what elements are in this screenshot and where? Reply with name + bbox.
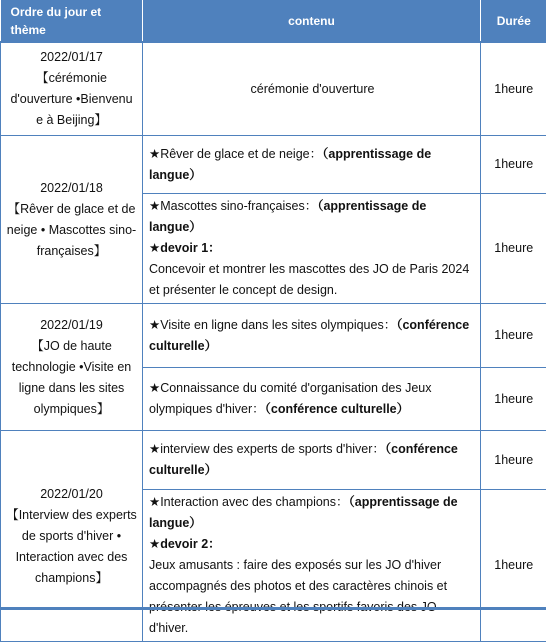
- day3-item2-duration: 1heure: [481, 368, 546, 431]
- day4-task-line4: d'hiver.: [149, 618, 476, 639]
- day4-task-label: ★devoir 2：: [149, 534, 476, 555]
- day2-item2-category: （apprentissage de langue）: [149, 199, 426, 234]
- day1-item1-duration: 1heure: [481, 42, 546, 136]
- day4-item2-content: [143, 490, 481, 642]
- day2-item1-content: [143, 136, 481, 194]
- day4-task-line2: accompagnés des photos et des caractères chinois et: [149, 576, 476, 597]
- day4-item2-category: （apprentissage de langue）: [149, 495, 458, 530]
- day3-item2-category: （conférence culturelle）: [265, 402, 410, 416]
- day2-task-line1: Concevoir et montrer les mascottes des JO de Paris 2024: [149, 259, 476, 280]
- day2-task-label: ★devoir 1：: [149, 238, 476, 259]
- day4-item2-duration: 1heure: [481, 490, 546, 642]
- day3-item1-category: （conférence culturelle）: [149, 318, 469, 353]
- day1-theme: 【cérémonie d'ouverture •Bienvenu e à Beijing】: [6, 68, 137, 131]
- day3-item2-content: [143, 368, 481, 431]
- day2-item2-duration: 1heure: [481, 194, 546, 304]
- table-row: [1, 136, 546, 194]
- day2-item1-duration: 1heure: [481, 136, 546, 194]
- header-row: [1, 0, 546, 42]
- day3-item1-content: [143, 304, 481, 368]
- day4-task-line1: Jeux amusants : faire des exposés sur les JO d'hiver: [149, 555, 476, 576]
- table-row: [1, 304, 546, 368]
- day2-item2-content: [143, 194, 481, 304]
- day3-theme: 【JO de haute technologie •Visite en ligne dans les sites olympiques】: [6, 336, 137, 420]
- day4-item1-category: （conférence culturelle）: [149, 442, 458, 477]
- header-content: contenu: [143, 0, 481, 42]
- day4-item1-text: ★interview des experts de sports d'hiver：: [149, 442, 385, 456]
- day3-item1-duration: 1heure: [481, 304, 546, 368]
- day4-date: 2022/01/20: [6, 484, 137, 505]
- table-row: [1, 42, 546, 136]
- header-duration: Durée: [481, 0, 546, 42]
- day3-date: 2022/01/19: [6, 315, 137, 336]
- day2-date: 2022/01/18: [6, 178, 137, 199]
- header-date-theme: Ordre du jour et thème: [1, 0, 143, 42]
- day1-item1-text: cérémonie d'ouverture: [251, 82, 375, 96]
- day1-date: 2022/01/17: [6, 47, 137, 68]
- day2-item1-text: ★Rêver de glace et de neige：: [149, 147, 322, 161]
- day3-item2-text: ★Connaissance du comité d'organisation des Jeux olympiques d'hiver：: [149, 381, 432, 416]
- day1-item1-content: [143, 42, 481, 136]
- day4-item1-content: [143, 431, 481, 490]
- day4-item1-duration: 1heure: [481, 431, 546, 490]
- day2-item1-category: （apprentissage de langue）: [149, 147, 431, 182]
- day3-date-cell: [1, 304, 143, 431]
- day2-theme: 【Rêver de glace et de neige • Mascottes sino-françaises】: [6, 199, 137, 262]
- table-row: [1, 431, 546, 490]
- day4-theme: 【Interview des experts de sports d'hiver • Interaction avec des champions】: [6, 505, 137, 589]
- day4-item2-text: ★Interaction avec des champions：: [149, 495, 349, 509]
- day2-item2-text: ★Mascottes sino-françaises：: [149, 199, 317, 213]
- day2-task-line2: et présenter le concept de design.: [149, 280, 476, 301]
- day2-date-cell: [1, 136, 143, 304]
- day1-date-cell: [1, 42, 143, 136]
- day3-item1-text: ★Visite en ligne dans les sites olympiques：: [149, 318, 396, 332]
